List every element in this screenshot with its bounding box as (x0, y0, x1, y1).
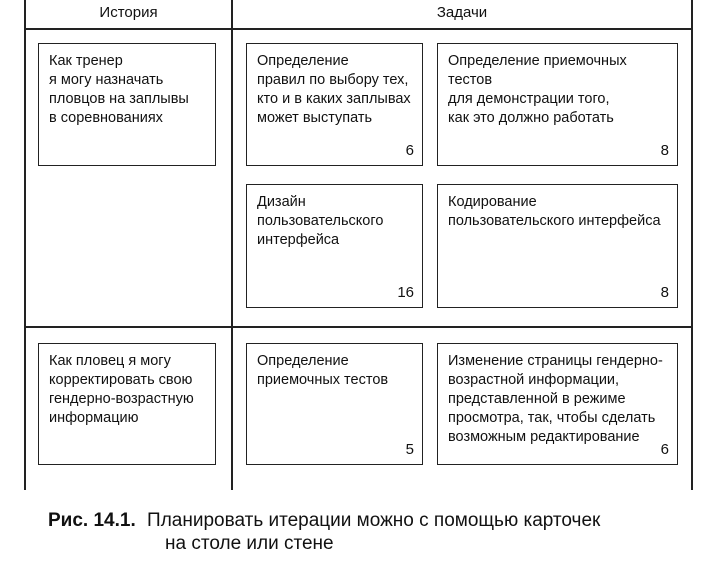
board-right-border (691, 0, 693, 490)
task-card (246, 343, 423, 465)
story-text: Как тренер я могу назначать пловцов на заплывы в соревнованиях (49, 53, 189, 126)
story-card (38, 343, 216, 465)
task-text: Дизайн пользовательского интерфейса (257, 194, 384, 248)
task-text: Изменение страницы гендерно- возрастной информации, представленной в режиме просмотра, так, чтобы сделать возможным редактирование (448, 353, 663, 445)
figure-caption (48, 508, 600, 533)
story-card (38, 43, 216, 166)
task-estimate: 8 (660, 142, 669, 159)
task-text: Определение приемочных тестов (257, 353, 389, 388)
task-card (246, 43, 423, 166)
row-divider (24, 326, 693, 328)
caption-line-2: на столе или стене (165, 533, 334, 554)
task-estimate: 6 (660, 441, 669, 458)
story-column-header: История (99, 4, 158, 21)
task-card (437, 343, 678, 465)
task-card (246, 184, 423, 308)
tasks-column-header: Задачи (436, 4, 488, 21)
task-estimate: 16 (397, 284, 414, 301)
caption-line-1: Планировать итерации можно с помощью карточек (147, 510, 601, 531)
task-estimate: 5 (405, 441, 414, 458)
story-text: Как пловец я могу корректировать свою гендерно-возрастную информацию (49, 353, 194, 426)
task-card (437, 43, 678, 166)
board-column-divider (231, 0, 233, 490)
task-estimate: 6 (405, 142, 414, 159)
task-text: Определение приемочных тестов для демонстрации того, как это должно работать (448, 53, 627, 126)
figure-label: Рис. 14.1. (48, 510, 136, 531)
task-text: Определение правил по выбору тех, кто и в каких заплывах может выступать (257, 53, 411, 126)
task-card (437, 184, 678, 308)
task-estimate: 8 (660, 284, 669, 301)
task-text: Кодирование пользовательского интерфейса (448, 194, 661, 229)
header-divider (24, 28, 693, 30)
board-left-border (24, 0, 26, 490)
